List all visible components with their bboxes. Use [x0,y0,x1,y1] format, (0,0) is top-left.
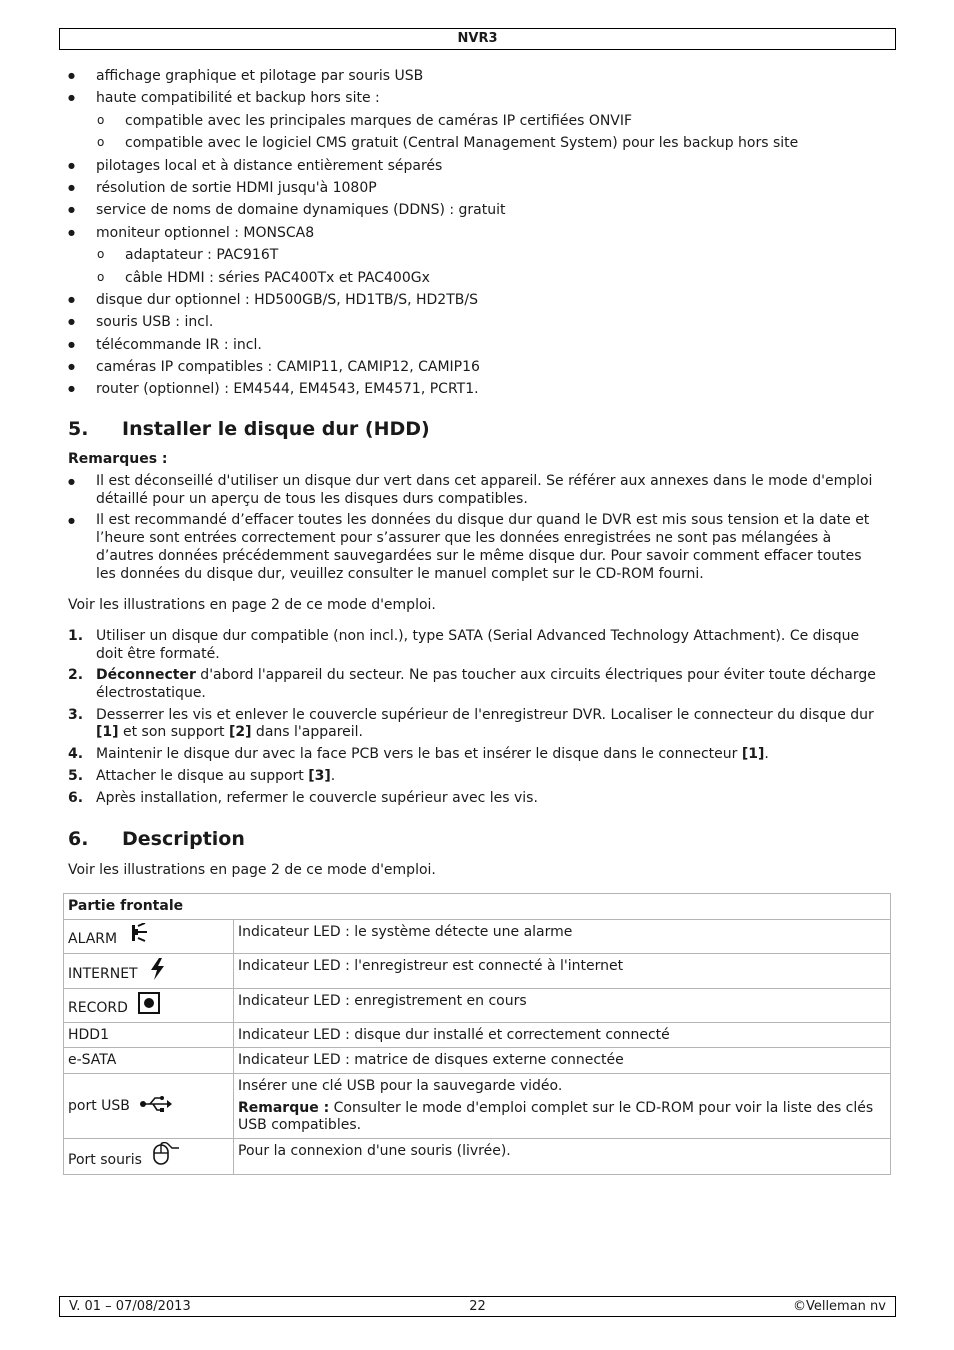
install-steps [68,628,883,812]
row-label: e-SATA [64,1048,234,1074]
feature-list [68,67,888,403]
table-header: Partie frontale [64,894,891,920]
list-item: o câble HDMI : séries PAC400Tx et PAC400Gx [68,269,888,287]
row-desc: Insérer une clé USB pour la sauvegarde vidéo. [238,1078,563,1094]
table-row [64,1023,891,1048]
row-desc: Pour la connexion d'une souris (livrée). [234,1139,891,1175]
row-label: HDD1 [64,1023,234,1048]
header-title: NVR3 [457,31,498,46]
lightning-icon [148,958,166,985]
list-item: ● souris USB : incl. [68,313,888,331]
mouse-icon [152,1142,180,1171]
alarm-icon [128,923,150,950]
list-item: ● caméras IP compatibles : CAMIP11, CAMIP12, CAMIP16 [68,358,888,376]
list-item: ● Il est recommandé d’effacer toutes les données du disque dur quand le DVR est mis sous tension et la date et l’heure sont entrées correctement pour s’assurer que les données enregistrées ne sont pas mélangées à d’autres données précédemment sauvegardées sur le même disque dur. Pour savoir comment effacer toutes les données du disque dur, veuillez consulter le manuel complet sur le CD-ROM fourni. [68,512,883,583]
row-note: Remarque : Consulter le mode d'emploi complet sur le CD-ROM pour voir la liste des clés USB compatibles. [238,1100,874,1133]
step-item: 2. Déconnecter d'abord l'appareil du secteur. Ne pas toucher aux circuits électriques pour éviter toute décharge électrostatique. [68,667,876,701]
front-panel-table [63,893,891,1175]
list-item: o adaptateur : PAC916T [68,246,888,264]
row-label: INTERNET [68,965,138,982]
record-icon [138,992,160,1019]
list-item: ● Il est déconseillé d'utiliser un disque dur vert dans cet appareil. Se référer aux annexes dans le mode d'emploi détaillé pour un aperçu de tous les disques durs compatibles. [68,473,883,508]
table-row [64,1074,891,1139]
version-text: V. 01 – 07/08/2013 [69,1299,191,1314]
list-item: o compatible avec les principales marques de caméras IP certifiées ONVIF [68,112,888,130]
page-number: 22 [469,1299,486,1314]
step-item: 6. Après installation, refermer le couvercle supérieur avec les vis. [68,789,538,806]
see-illustrations-text: Voir les illustrations en page 2 de ce mode d'emploi. [68,597,436,613]
row-label: ALARM [68,931,118,947]
step-item: 1. Utiliser un disque dur compatible (non incl.), type SATA (Serial Advanced Technology Attachment). Ce disque doit être formaté. [68,628,860,662]
list-item: ● pilotages local et à distance entièrement séparés [68,157,888,175]
section-5-heading: 5. Installer le disque dur (HDD) [68,418,430,440]
list-item: ● affichage graphique et pilotage par souris USB [68,67,888,85]
section-6-heading: 6. Description [68,828,245,850]
step-item: 4. Maintenir le disque dur avec la face PCB vers le bas et insérer le disque dans le connecteur [1]. [68,746,769,763]
table-row [64,920,891,954]
copyright-text: ©Velleman nv [792,1299,886,1314]
page-footer [59,1296,896,1317]
row-desc: Indicateur LED : disque dur installé et correctement connecté [234,1023,891,1048]
row-desc: Indicateur LED : matrice de disques externe connectée [234,1048,891,1074]
list-item: ● haute compatibilité et backup hors site : [68,89,888,107]
list-item: ● résolution de sortie HDMI jusqu'à 1080P [68,179,888,197]
usb-icon [140,1096,172,1117]
table-row [64,954,891,989]
step-item: 3. Desserrer les vis et enlever le couvercle supérieur de l'enregistreur DVR. Localiser le connecteur du disque dur [1] et son support [2] dans l'appareil. [68,706,874,741]
row-desc: Indicateur LED : le système détecte une alarme [234,920,891,954]
row-desc: Indicateur LED : enregistrement en cours [234,989,891,1023]
step-item: 5. Attacher le disque au support [3]. [68,768,336,785]
list-item: ● router (optionnel) : EM4544, EM4543, EM4571, PCRT1. [68,380,888,398]
row-desc: Indicateur LED : l'enregistreur est connecté à l'internet [234,954,891,989]
list-item: ● service de noms de domaine dynamiques (DDNS) : gratuit [68,201,888,219]
table-row [64,1139,891,1175]
row-label: Port souris [68,1152,142,1168]
list-item: ● disque dur optionnel : HD500GB/S, HD1TB/S, HD2TB/S [68,291,888,309]
list-item: o compatible avec le logiciel CMS gratuit (Central Management System) pour les backup hors site [68,134,888,152]
row-label: RECORD [68,1000,128,1016]
table-row [64,989,891,1023]
list-item: ● télécommande IR : incl. [68,336,888,354]
table-header-row [64,894,891,920]
remarks-list [68,473,883,587]
page-header [59,28,896,50]
remarks-label: Remarques : [68,451,168,467]
see-illustrations-text: Voir les illustrations en page 2 de ce mode d'emploi. [68,862,436,878]
list-item: ● moniteur optionnel : MONSCA8 [68,224,888,242]
table-row [64,1048,891,1074]
row-label: port USB [68,1097,130,1114]
